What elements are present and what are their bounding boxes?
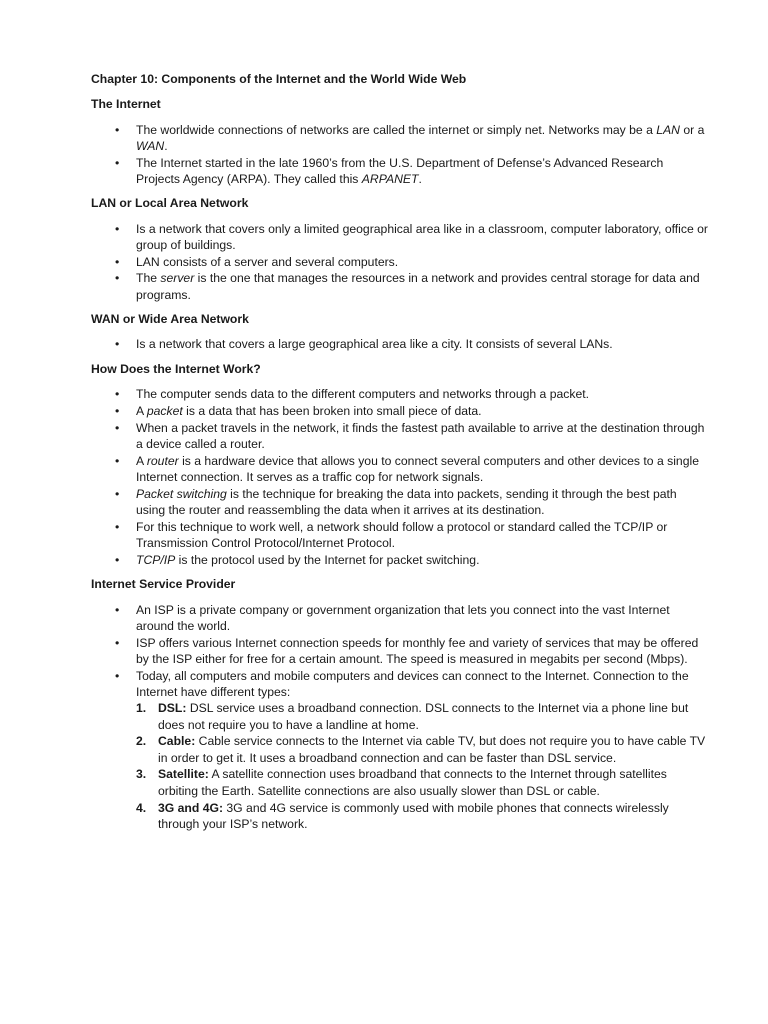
bullet-icon: •	[115, 453, 120, 468]
text-run: Is a network that covers a large geographical area like a city. It consists of several LANs.	[136, 337, 613, 352]
list-item-text	[136, 156, 663, 186]
bullet-icon: •	[115, 403, 120, 418]
connection-type-item	[136, 800, 708, 833]
bullet-list	[91, 122, 708, 188]
emphasized-term: WAN	[136, 138, 165, 153]
section-heading: LAN or Local Area Network	[91, 196, 249, 211]
bullet-list	[91, 386, 708, 568]
list-item-text	[136, 603, 670, 633]
text-run: is the protocol used by the Internet for packet switching.	[175, 552, 480, 567]
list-item	[91, 453, 708, 486]
list-item-text	[136, 271, 700, 301]
bullet-list	[91, 602, 708, 833]
list-item	[91, 155, 708, 188]
text-run: A	[136, 453, 147, 468]
list-item-text	[136, 222, 708, 252]
list-item-text	[136, 123, 704, 153]
text-run: or a	[679, 122, 705, 137]
list-item	[91, 254, 708, 270]
connection-type-label: Satellite:	[158, 767, 209, 782]
bullet-icon: •	[115, 552, 120, 567]
list-item	[91, 270, 708, 303]
list-item	[91, 635, 708, 668]
list-item	[91, 386, 708, 402]
section-heading: Internet Service Provider	[91, 577, 236, 592]
text-run: The worldwide connections of networks are called the internet or simply net. Networks may be a	[136, 122, 657, 137]
connection-type-label: 3G and 4G:	[158, 800, 224, 815]
emphasized-term: packet	[146, 403, 183, 418]
list-item-text	[136, 404, 482, 418]
list-item	[91, 221, 708, 254]
list-item	[91, 122, 708, 155]
section-heading: How Does the Internet Work?	[91, 361, 261, 376]
text-run: Today, all computers and mobile computers and devices can connect to the Internet. Connection to the Internet have different types:	[136, 668, 689, 699]
list-item-text	[136, 421, 704, 451]
bullet-list	[91, 221, 708, 303]
emphasized-term: LAN	[656, 122, 680, 137]
bullet-icon: •	[115, 420, 120, 435]
bullet-icon: •	[115, 519, 120, 534]
bullet-icon: •	[115, 486, 120, 501]
connection-type-description: A satellite connection uses broadband that connects to the Internet through satellites orbiting the Earth. Satellite connections are also usually slower than DSL or cable.	[158, 767, 667, 798]
list-item	[91, 668, 708, 832]
connection-type-item	[136, 700, 708, 733]
connection-type-label: DSL:	[158, 701, 187, 716]
connection-type-description: Cable service connects to the Internet via cable TV, but does not require you to have cable TV in order to get it. It uses a broadband connection and can be faster than DSL service.	[158, 734, 706, 765]
list-item	[91, 552, 708, 568]
bullet-icon: •	[115, 254, 120, 269]
list-item	[91, 486, 708, 519]
emphasized-term: Packet switching	[136, 486, 227, 501]
text-run: A	[136, 403, 147, 418]
list-item	[91, 519, 708, 552]
connection-type-description: 3G and 4G service is commonly used with mobile phones that connects wirelessly through your ISP’s network.	[158, 800, 669, 831]
connection-type-item	[136, 733, 708, 766]
list-item-text	[136, 454, 699, 484]
chapter-title: Chapter 10: Components of the Internet and the World Wide Web	[91, 72, 467, 86]
list-item	[91, 403, 708, 419]
section-heading: WAN or Wide Area Network	[91, 312, 249, 327]
text-run: LAN consists of a server and several computers.	[136, 254, 399, 269]
list-item	[91, 336, 708, 352]
emphasized-term: router	[146, 453, 179, 468]
list-item-text	[136, 337, 613, 351]
text-run: The	[136, 271, 161, 286]
list-item-text	[136, 520, 667, 550]
list-item-text	[136, 487, 677, 517]
bullet-icon: •	[115, 602, 120, 617]
section-heading: The Internet	[91, 97, 161, 112]
item-number: 4.	[136, 800, 147, 815]
text-run: is a data that has been broken into small piece of data.	[182, 403, 482, 418]
bullet-icon: •	[115, 221, 120, 236]
item-number: 3.	[136, 767, 147, 782]
bullet-icon: •	[115, 668, 120, 683]
list-item-text	[136, 636, 698, 666]
item-number: 2.	[136, 734, 147, 749]
document-body	[91, 96, 708, 832]
connection-type-item	[136, 766, 708, 799]
text-run: .	[164, 138, 168, 153]
text-run: .	[418, 171, 422, 186]
list-item-text	[136, 669, 689, 699]
list-item-text	[136, 553, 479, 567]
bullet-icon: •	[115, 122, 120, 137]
bullet-icon: •	[115, 271, 120, 286]
list-item	[91, 420, 708, 453]
list-item-text	[136, 255, 398, 269]
bullet-icon: •	[115, 337, 120, 352]
text-run: The computer sends data to the different computers and networks through a packet.	[136, 386, 590, 401]
text-run: When a packet travels in the network, it finds the fastest path available to arrive at the destination through a device called a router.	[136, 420, 705, 451]
list-item	[91, 602, 708, 635]
text-run: Is a network that covers only a limited geographical area like in a classroom, computer laboratory, office or group of buildings.	[136, 221, 708, 252]
text-run: For this technique to work well, a network should follow a protocol or standard called the TCP/IP or Transmission Control Protocol/Internet Protocol.	[136, 519, 668, 551]
bullet-icon: •	[115, 635, 120, 650]
text-run: The Internet started in the late 1960’s from the U.S. Department of Defense’s Advanced Research Projects Agency (ARPA). They called this	[136, 155, 664, 186]
text-run: is a hardware device that allows you to connect several computers and other devices to a single Internet connection. It serves as a traffic cop for network signals.	[136, 453, 699, 484]
bullet-icon: •	[115, 155, 120, 170]
text-run: ISP offers various Internet connection speeds for monthly fee and variety of services that may be offered by the ISP either for free for a certain amount. The speed is measured in megabits per second (Mbps).	[136, 635, 699, 666]
bullet-icon: •	[115, 386, 120, 401]
text-run: An ISP is a private company or government organization that lets you connect into the vast Internet around the world.	[136, 602, 670, 633]
emphasized-term: TCP/IP	[136, 552, 176, 567]
connection-type-description: DSL service uses a broadband connection. DSL connects to the Internet via a phone line but does not require you to have a landline at home.	[158, 701, 689, 732]
text-run: is the technique for breaking the data into packets, sending it through the best path using the router and reassembling the data when it arrives at its destination.	[136, 486, 677, 518]
connection-types-list	[136, 700, 708, 832]
emphasized-term: server	[160, 271, 195, 286]
emphasized-term: ARPANET	[361, 171, 419, 186]
text-run: is the one that manages the resources in a network and provides central storage for data and programs.	[136, 271, 700, 302]
bullet-list	[91, 336, 708, 352]
connection-type-label: Cable:	[158, 734, 196, 749]
item-number: 1.	[136, 701, 147, 716]
list-item-text	[136, 387, 589, 401]
